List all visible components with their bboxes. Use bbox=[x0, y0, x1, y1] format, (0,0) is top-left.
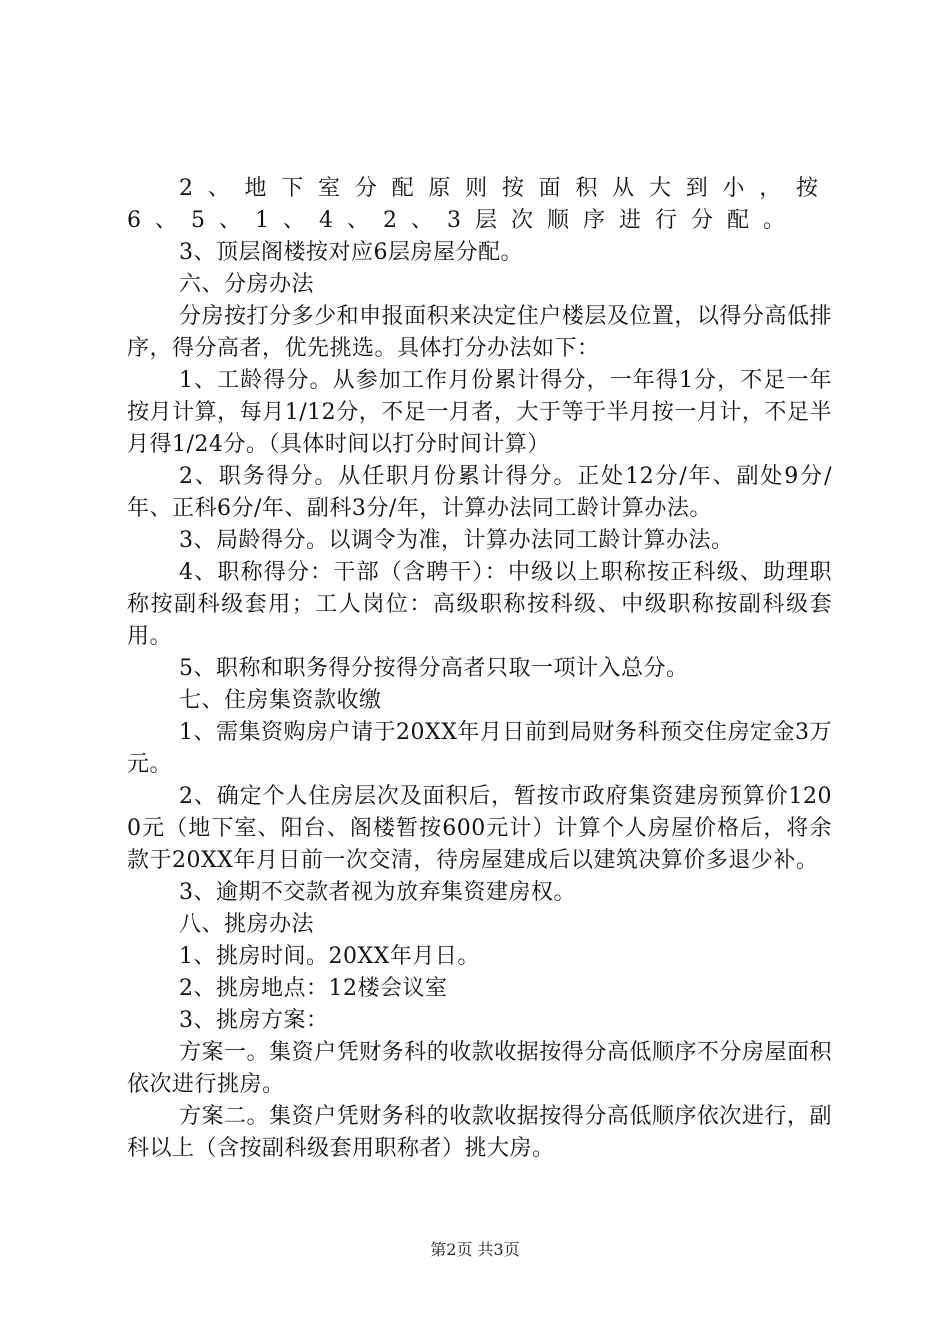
paragraph-attic-rule: 3、顶层阁楼按对应6层房屋分配。 bbox=[179, 240, 523, 265]
paragraph-position-score: 2、职务得分。从任职月份累计得分。正处12分/年、副处9分/年、正科6分/年、副科3分/年，计算办法同工龄计算办法。 bbox=[127, 464, 832, 521]
paragraph-selection-time: 1、挑房时间。20XX年月日。 bbox=[179, 944, 480, 969]
section-heading-7: 七、住房集资款收缴 bbox=[179, 688, 382, 713]
paragraph-payment: 2、确定个人住房层次及面积后，暂按市政府集资建房预算价1200元（地下室、阳台、阁楼暂按600元计）计算个人房屋价格后，将余款于20XX年月日前一次交清，待房屋建成后以建筑决算价多退少补。 bbox=[127, 784, 832, 873]
paragraph-seniority-score: 1、工龄得分。从参加工作月份累计得分，一年得1分，不足一年按月计算，每月1/12分，不足一月者，大于等于半月按一月计，不足半月得1/24分。（具体时间以打分时间计算） bbox=[127, 368, 832, 457]
paragraph-allocation-intro: 分房按打分多少和申报面积来决定住户楼层及位置，以得分高低排序，得分高者，优先挑选。具体打分办法如下： bbox=[127, 304, 832, 361]
paragraph-selection-plan: 3、挑房方案： bbox=[179, 1008, 329, 1033]
section-heading-8: 八、挑房办法 bbox=[179, 912, 315, 937]
paragraph-overdue: 3、逾期不交款者视为放弃集资建房权。 bbox=[179, 880, 576, 905]
paragraph-title-score: 4、职称得分：干部（含聘干）：中级以上职称按正科级、助理职称按副科级套用；工人岗位：高级职称按科级、中级职称按副科级套用。 bbox=[127, 560, 832, 649]
paragraph-selection-place: 2、挑房地点：12楼会议室 bbox=[179, 976, 448, 1001]
section-heading-6: 六、分房办法 bbox=[179, 272, 315, 297]
paragraph-score-rule: 5、职称和职务得分按得分高者只取一项计入总分。 bbox=[179, 656, 689, 681]
page-footer: 第2页 共3页 bbox=[430, 1240, 520, 1259]
paragraph-bureau-age-score: 3、局龄得分。以调令为准，计算办法同工龄计算办法。 bbox=[179, 528, 734, 553]
document-body bbox=[127, 173, 832, 1165]
paragraph-plan-one: 方案一。集资户凭财务科的收款收据按得分高低顺序不分房屋面积依次进行挑房。 bbox=[127, 1040, 832, 1097]
paragraph-basement-rule: 2、地下室分配原则按面积从大到小，按6、5、1、4、2、3层次顺序进行分配。 bbox=[127, 176, 832, 233]
paragraph-deposit: 1、需集资购房户请于20XX年月日前到局财务科预交住房定金3万元。 bbox=[127, 720, 832, 777]
paragraph-plan-two: 方案二。集资户凭财务科的收款收据按得分高低顺序依次进行，副科以上（含按副科级套用职称者）挑大房。 bbox=[127, 1104, 832, 1161]
